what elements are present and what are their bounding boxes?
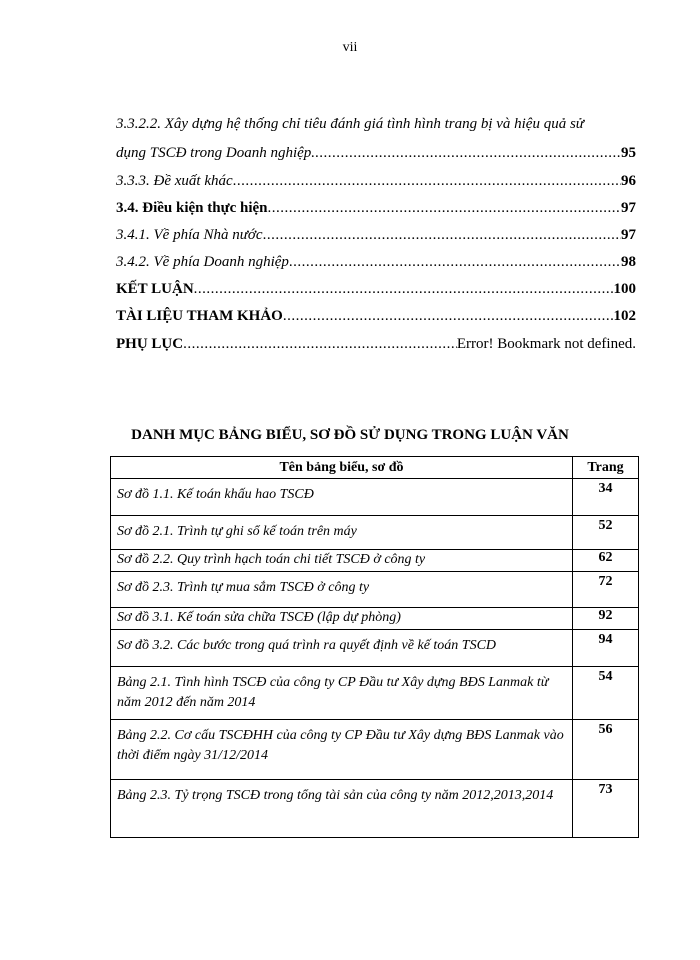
toc-entry-341[interactable]: [116, 225, 636, 245]
toc-entry-text: PHỤ LỤC: [116, 336, 184, 352]
table-row[interactable]: [111, 516, 639, 550]
toc-entry-page: 98: [621, 254, 636, 270]
toc-entry-text: TÀI LIỆU THAM KHẢO: [116, 308, 283, 324]
toc-leader-dots: [268, 198, 621, 218]
toc-entry-34[interactable]: [116, 198, 636, 218]
row-name: Sơ đồ 3.2. Các bước trong quá trình ra quyết định về kế toán TSCD: [111, 630, 573, 667]
row-name: Bảng 2.1. Tình hình TSCĐ của công ty CP Đầu tư Xây dựng BĐS Lanmak từ năm 2012 đến năm 2014: [111, 667, 573, 720]
table-row[interactable]: [111, 780, 639, 838]
toc-entry-phu-luc[interactable]: [116, 334, 636, 354]
toc-entry-333[interactable]: [116, 171, 636, 191]
toc-entry-text: 3.4.1. Về phía Nhà nước: [116, 227, 263, 243]
toc-entry-text: dụng TSCĐ trong Doanh nghiệp.: [116, 145, 316, 161]
toc-leader-dots: [263, 225, 621, 245]
toc-entry-text: 3.4. Điều kiện thực hiện: [116, 200, 268, 216]
toc-leader-dots: [283, 306, 614, 326]
toc-entry-page: 102: [613, 308, 636, 324]
toc-entry-text: KẾT LUẬN: [116, 281, 194, 297]
row-name: Bảng 2.3. Tỷ trọng TSCĐ trong tổng tài sản của công ty năm 2012,2013,2014: [111, 780, 573, 838]
row-page: 54: [573, 667, 639, 720]
table-row[interactable]: [111, 720, 639, 780]
row-page: 92: [573, 608, 639, 630]
table-row[interactable]: [111, 572, 639, 608]
toc-leader-dots: [183, 334, 457, 354]
row-page: 94: [573, 630, 639, 667]
row-page: 62: [573, 550, 639, 572]
row-page: 56: [573, 720, 639, 780]
toc-leader-dots: [233, 171, 621, 191]
toc-entry-tai-lieu[interactable]: [116, 306, 636, 326]
toc-entry-page: 95: [621, 145, 636, 161]
row-page: 72: [573, 572, 639, 608]
toc-entry-page: Error! Bookmark not defined.: [456, 336, 636, 352]
toc-entry-page: 100: [613, 281, 636, 297]
toc-entry-page: 97: [621, 200, 636, 216]
toc-leader-dots: [315, 143, 621, 163]
row-name: Sơ đồ 2.2. Quy trình hạch toán chi tiết TSCĐ ở công ty: [111, 550, 573, 572]
table-row[interactable]: [111, 608, 639, 630]
row-name: Bảng 2.2. Cơ cấu TSCĐHH của công ty CP Đầu tư Xây dựng BĐS Lanmak vào thời điểm ngày 31/12/2014: [111, 720, 573, 780]
toc-leader-dots: [194, 279, 614, 299]
table-row[interactable]: [111, 550, 639, 572]
row-name: Sơ đồ 2.3. Trình tự mua sắm TSCĐ ở công ty: [111, 572, 573, 608]
table-header-row: [111, 457, 639, 479]
toc-entry-ket-luan[interactable]: [116, 279, 636, 299]
figure-list-table: [110, 456, 639, 838]
row-page: 34: [573, 479, 639, 516]
toc-entry-page: 96: [621, 173, 636, 189]
figure-list-title: DANH MỤC BẢNG BIỂU, SƠ ĐỒ SỬ DỤNG TRONG LUẬN VĂN: [131, 427, 569, 443]
row-page: 73: [573, 780, 639, 838]
toc-entry-3322[interactable]: [116, 143, 636, 163]
row-name: Sơ đồ 3.1. Kế toán sửa chữa TSCĐ (lập dự phòng): [111, 608, 573, 630]
toc-entry-text: 3.4.2. Về phía Doanh nghiệp: [116, 254, 289, 270]
page-number: vii: [342, 40, 358, 55]
toc-entry-342[interactable]: [116, 252, 636, 272]
row-name: Sơ đồ 2.1. Trình tự ghi sổ kế toán trên máy: [111, 516, 573, 550]
table-row[interactable]: [111, 667, 639, 720]
table-row[interactable]: [111, 630, 639, 667]
row-name: Sơ đồ 1.1. Kế toán khấu hao TSCĐ: [111, 479, 573, 516]
row-page: 52: [573, 516, 639, 550]
toc-entry-page: 97: [621, 227, 636, 243]
toc-entry-text: 3.3.3. Đề xuất khác: [116, 173, 233, 189]
toc-leader-dots: [289, 252, 621, 272]
table-row[interactable]: [111, 479, 639, 516]
toc-entry-3322-line1: 3.3.2.2. Xây dựng hệ thống chỉ tiêu đánh giá tình hình trang bị và hiệu quả sử: [116, 116, 584, 132]
column-header-page: Trang: [573, 457, 639, 479]
column-header-name: Tên bảng biểu, sơ đồ: [111, 457, 573, 479]
